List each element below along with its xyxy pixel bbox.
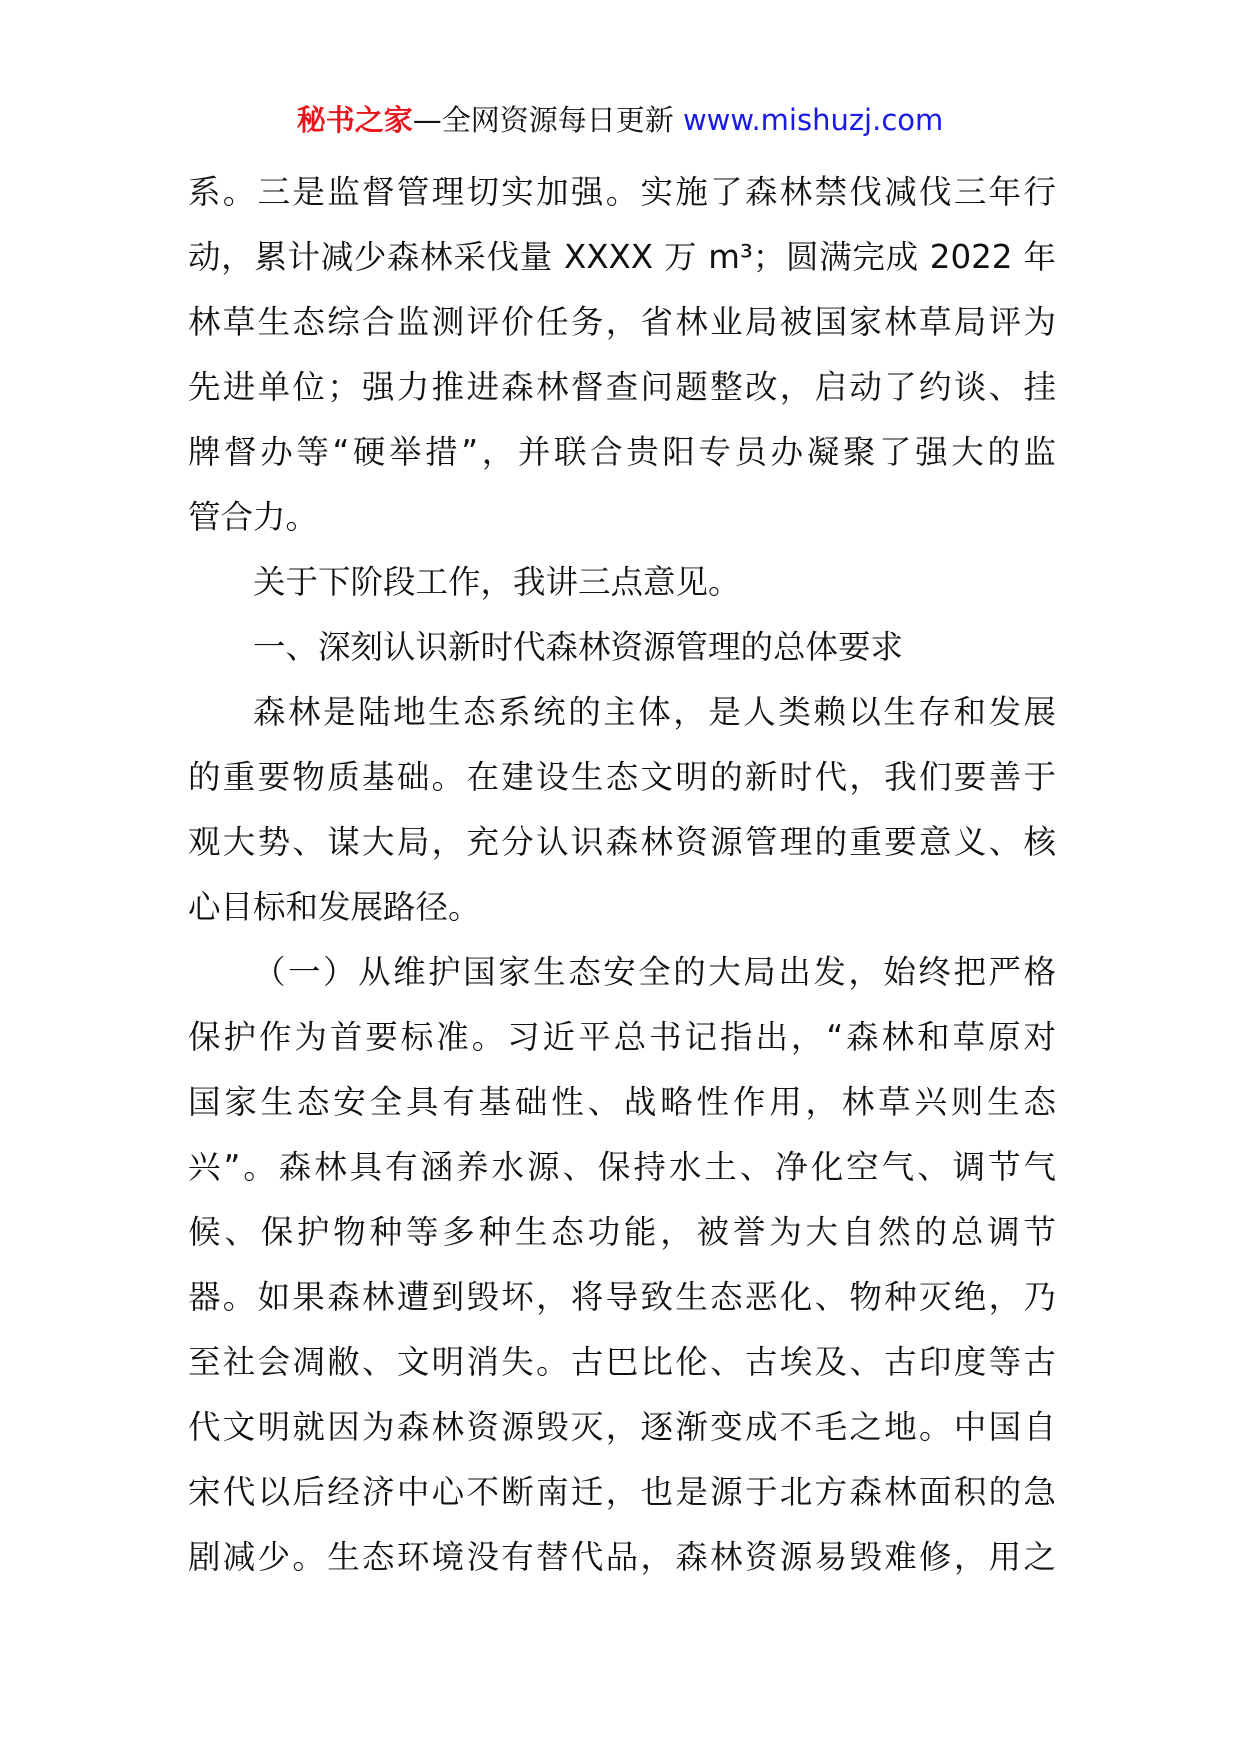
text-line: 兴”。森林具有涵养水源、保持水土、净化空气、调节气: [188, 1148, 1056, 1186]
text-line: 心目标和发展路径。: [188, 888, 481, 926]
text-line: 牌督办等“硬举措”，并联合贵阳专员办凝聚了强大的监: [188, 433, 1056, 471]
text-line: 观大势、谋大局，充分认识森林资源管理的重要意义、核: [188, 823, 1056, 861]
text-line: 先进单位；强力推进森林督查问题整改，启动了约谈、挂: [188, 368, 1056, 406]
text-line: （一）从维护国家生态安全的大局出发，始终把严格: [253, 953, 1056, 991]
text-line: 动，累计减少森林采伐量 XXXX 万 m³；圆满完成 2022 年: [188, 238, 1056, 276]
text-line: 管合力。: [188, 498, 319, 536]
text-line: 系。三是监督管理切实加强。实施了森林禁伐减伐三年行: [188, 173, 1056, 211]
text-line: 关于下阶段工作，我讲三点意见。: [253, 563, 741, 601]
text-line: 宋代以后经济中心不断南迁，也是源于北方森林面积的急: [188, 1473, 1056, 1511]
text-line: 国家生态安全具有基础性、战略性作用，林草兴则生态: [188, 1083, 1056, 1121]
page-header: [0, 100, 1240, 140]
text-line: 器。如果森林遭到毁坏，将导致生态恶化、物种灭绝，乃: [188, 1278, 1056, 1316]
text-line: 代文明就因为森林资源毁灭，逐渐变成不毛之地。中国自: [188, 1408, 1056, 1446]
document-body: [188, 160, 1056, 1590]
text-line: 的重要物质基础。在建设生态文明的新时代，我们要善于: [188, 758, 1056, 796]
header-brand: 秘书之家: [296, 103, 413, 137]
text-line: 剧减少。生态环境没有替代品，森林资源易毁难修，用之: [188, 1538, 1056, 1576]
text-line: 一、深刻认识新时代森林资源管理的总体要求: [253, 628, 904, 666]
text-line: 至社会凋敝、文明消失。古巴比伦、古埃及、古印度等古: [188, 1343, 1056, 1381]
header-tagline: —全网资源每日更新: [412, 103, 674, 137]
text-line: 林草生态综合监测评价任务，省林业局被国家林草局评为: [188, 303, 1056, 341]
text-line: 森林是陆地生态系统的主体，是人类赖以生存和发展: [253, 693, 1056, 731]
header-url-link[interactable]: www.mishuzj.com: [682, 103, 944, 137]
text-line: 候、保护物种等多种生态功能，被誉为大自然的总调节: [188, 1213, 1056, 1251]
text-line: 保护作为首要标准。习近平总书记指出，“森林和草原对: [188, 1018, 1056, 1056]
